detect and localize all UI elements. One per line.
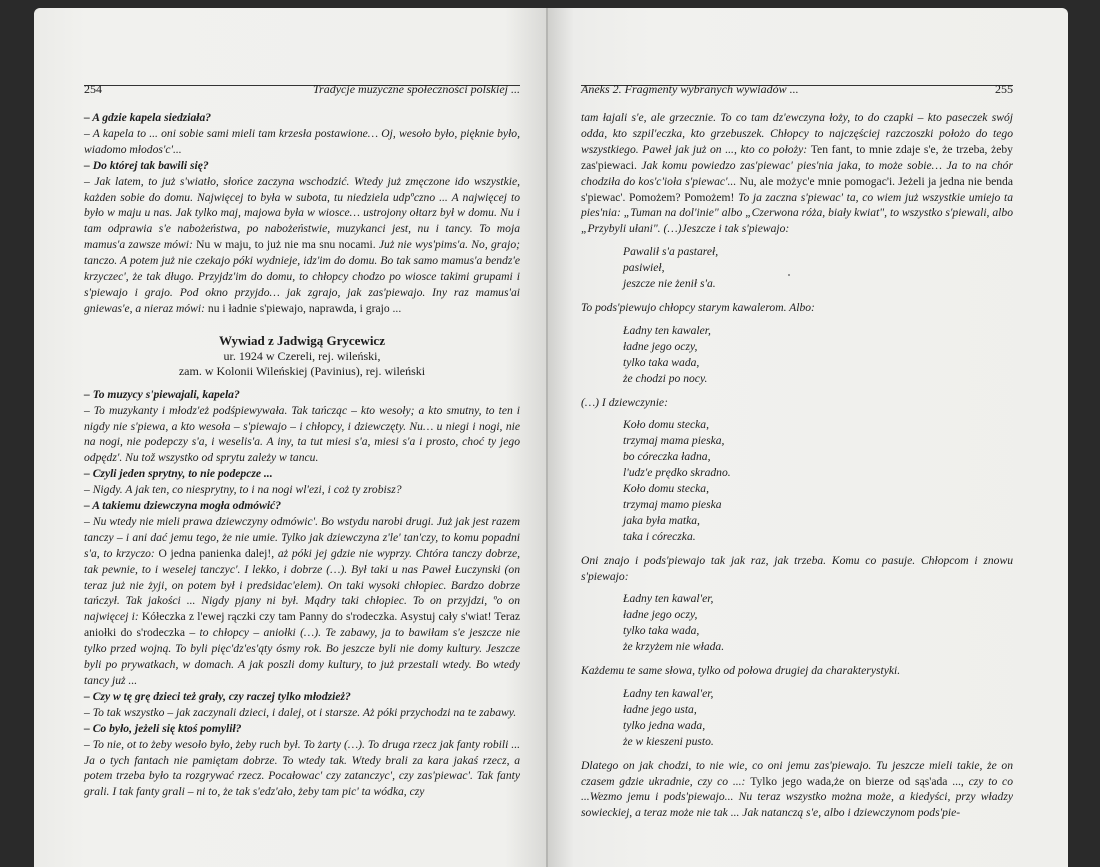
song-verse: Ładny ten kawal'er, ładne jego usta, tylko jedna wada, że w kieszeni pusto. [623,687,714,748]
question: – Czy w tę grę dzieci też grały, czy raczej tylko młodzież? [84,689,351,703]
narration: Każdemu te same słowa, tylko od połowa drugiej da charakterystyki. [581,664,901,678]
answer: – To nie, ot to żeby wesoło było, żeby ruch był. To żarty (…). To druga rzecz jak fanty robili ... Ja o tych fantach nie pamiętam dobrze. To wtedy tak. Wtedy brali za kara jakaś rzecz, a potem trzeba było ta rozgrywać rzecz. Pocałowac' czy zatanczyc', czy zas'piewac'. Tak fanty grali. I tak fanty grali – ni to, że tak s'edz'ało, żeby tam pic' ta wódka, czy [84,737,520,799]
interview-subtitle: zam. w Kolonii Wileńskiej (Pavinius), rej. wileński [178,363,426,378]
question: – Co było, jeżeli się ktoś pomylił? [84,721,242,735]
left-running-header [84,82,520,96]
question: – Do której tak bawili się? [84,158,209,172]
song-verse: Ładny ten kawaler, ładne jego oczy, tylko taka wada, że chodzi po nocy. [623,323,711,385]
answer: tam łajali s'e, ale grzecznie. To co tam dz'ewczyna łoży, to do czapki – kto paseczek swój odda, kto szpil'eczka, kto grzebuszek. Chłopcy to najczęściej razczoszki położo do tego wszystkiego. Paweł jak już on ..., kto co położy: Ten fant, to mnie zdaje s'e, że trzeba, żeby zas'piewaci. Jak komu powiedzo zas'piewac' pies'nia jaka, to może sobie… Ja to na chór chodziła do kos'c'ioła s'piewac'... Nu, ale możyc'e mnie pomogac'i. Jeżeli ja jedna nie benda s'piewac'. Pomożem? Pomożem! To ja zaczna s'piewac' ta, co wiem już wszystkie umiejo ta pies'nia: „Tuman na dol'inie" albo „Czerwona róża, biały kwiat", to wszystko s'piewali, albo „Przybyli ułani". (…)Jeszcze i tak s'piewajo: [581,111,1014,236]
narration: (…) I dziewczynie: [581,395,668,409]
narration: Oni znajo i pods'piewajo tak jak raz, jak trzeba. Komu co pasuje. Chłopcom i znowu s'piewajo: [581,553,1013,583]
narration: To pods'piewujo chłopcy starym kawalerom. Albo: [581,300,815,314]
left-page [34,8,546,867]
song-verse: Koło domu stecka, trzymaj mama pieska, bo córeczka ładna, l'udz'e prędko skradno. Koło domu stecka, trzymaj mamo pieska jaka była matka, taka i córeczka. [623,418,731,543]
song-verse: Pawalił s'a pastareł, pasiwieł, jeszcze nie żenił s'a. [623,245,719,291]
answer: – Nigdy. A jak ten, co niesprytny, to i na nogi wl'ezi, i coż ty zrobisz? [84,483,402,497]
question: – Czyli jeden sprytny, to nie podepcze ... [84,467,273,481]
answer: – A kapela to ... oni sobie sami mieli tam krzesła postawione… Oj, wesoło było, pięknie było, wiadomo młodos'c'... [84,126,520,156]
narration: Dlatego on jak chodzi, to nie wie, co oni jemu zas'piewajo. Tu jeszcze mieli takie, że on czasem gdzie ukradnie, czy co ...: Tylko jego wada,że on bierze od sąs'ada ..., czy to co ...Wezmo jemu i pods'piewajo... Nu teraz wszystko można może, a kiedyści, przy władzy sowieckiej, a teraz może nie tak ... Jak natanczą s'e, albo i dziewczynom pods'pie- [581,758,1014,820]
interview-subtitle: ur. 1924 w Czereli, rej. wileński, [223,348,381,363]
question: – A gdzie kapela siedziała? [84,111,212,124]
question: – To muzycy s'piewajali, kapela? [84,387,240,401]
left-page-number: 254 [84,82,102,96]
answer: – Jak latem, to już s'wiatło, słońce zaczyna wschodzić. Wtedy już zmęczone ido wszystkie, każden sobie do domu. Najwięcej to była w subota, tu niedziela udpºczno ... A najwięcej to było w maju u nas. Jak tylko maj, majowa była w wiosce… ustrojony ołtarz był w domu. Nu i tam odprawia s'e nabożeństwa, po nabożeństwie, muzykanci jest, nu i tancy. To moja mamus'a zawsze mówi: Nu w maju, to już nie ma snu nocami. Już nie wys'pims'a. No, grajo; tanczo. A potem już nie czekajo póki wydnieje, idz'im do domu. Bo tak samo mamus'a bendz'e krzyczec', że tak długo. Przyjdz'im do domu, to chłopcy chodzo po wiosce takimi grupami i s'piewajo i grajo. Pod okno przyjdo… jak zgrajo, jak zas'piewajo. Iny raz mamus'ai gniewas'e, a nieraz mówi: nu i ładnie s'piewajo, naprawda, i grajo ... [84,174,520,315]
question: – A takiemu dziewczyna mogła odmówić? [84,499,281,513]
right-page [548,8,1068,867]
answer: – To tak wszystko – jak zaczynali dzieci, i dalej, ot i starsze. Aż póki przychodzi na te zabawy. [84,705,517,719]
answer: – Nu wtedy nie mieli prawa dziewczyny odmówic'. Bo wstydu narobi drugi. Już jak jest razem tanczy – i ani dać jemu tego, że nie umie. Tylko jak dziewczyna z'le' tan'czy, to komu popadni s'a, to krzyczo: O jedna panienka dalej!, aż póki jej gdzie nie wyprzy. Chtóra tanczy dobrze, tak pewnie, to i weselej tanczyc'. I lekko, i dobrze (…). Był taki u nas Paweł Łuczynski (on teraz już nie żyji, on potem był i predsidac'elem). On taki wysoki chłopiec. Bardzo dobrze tańczył. Tak jakości ... Nigdy pjany ni był. Mądry taki chłopiec. To on przyjdzi, ºo on najwięcej i: Kółeczka z l'ewej rączki czy tam Panny do s'rodeczka. Asystuj cały s'wiat! Teraz aniołki do s'rodeczka – to chłopcy – aniołki (…). Te zabawy, ja to bawiłam s'e jeszcze nie tylko przed wojną. To byli pięc'dz'es'ąty ósmy rok. Bo jeszcze byli nie domy kultury. Jeszcze byli po prywatkach, w domach. A jak poszli domy kultury, to już przestali wtedy. Bo wtedy tancy już ... [84,514,521,687]
answer: – To muzykanty i młodz'eż podśpiewywała. Tak tańcząc – kto wesoły; a kto smutny, to ten i nigdy nie s'piewa, a kto wesoła – s'piewajo – i chłopcy, i dziewczęty. Nu… u niegi i nogi, nie na nogi, nie podepczy s'a, i weselis'a. A iny, ta tut miesi s'a, miesi s'a i prosto, choć ty jego odpędz'. Nu tož wszystko od sprytu zależy w tancu. [84,403,520,465]
right-running-header [581,82,1013,96]
left-running-title: Tradycje muzyczne społeczności polskiej ... [313,82,520,96]
right-body [581,110,1013,821]
right-page-number: 255 [995,82,1013,96]
song-verse: Ładny ten kawal'er, ładne jego oczy, tylko taka wada, że krzyżem nie włada. [623,592,725,654]
interview-heading: Wywiad z Jadwigą Grycewicz [219,332,385,348]
left-body [84,110,520,800]
right-running-title: Aneks 2. Fragmenty wybranych wywiadów ... [581,82,799,96]
